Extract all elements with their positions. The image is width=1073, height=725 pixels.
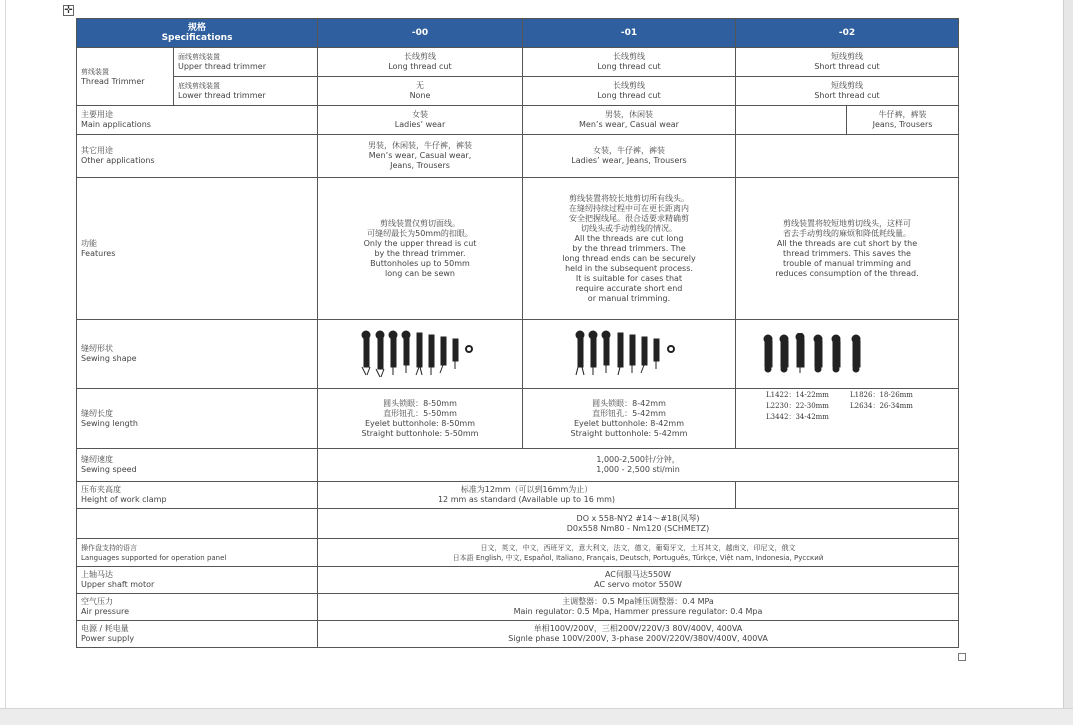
cell-text: Only the upper thread is cut	[363, 238, 477, 248]
cell-text: L1826：18-26mm	[850, 391, 913, 399]
cell-text	[850, 412, 934, 423]
cell-text: DO x 558-NY2 #14～#18(风琴)	[576, 513, 700, 523]
length-row	[766, 401, 954, 412]
air-pressure-label	[77, 594, 318, 621]
row-label-zh: 缝纫形状	[81, 344, 113, 353]
row-label-zh: 其它用途	[81, 146, 113, 155]
row-sublabel-en: Upper thread trimmer	[178, 62, 266, 71]
row-sublabel-zh: 底线剪线装置	[178, 82, 220, 90]
cell-text: All the threads are cut long	[574, 233, 684, 243]
sewing-length-02-grid	[740, 390, 954, 423]
header-spec-zh: 规格	[187, 23, 206, 33]
cell-text: Jeans, Trousers	[872, 120, 933, 129]
table-header-row	[77, 19, 959, 48]
cell-text: 省去手动剪线的麻烦和降低耗线量。	[783, 228, 911, 238]
length-row	[766, 390, 954, 401]
power-supply-label	[77, 621, 318, 648]
row-label-zh: 主要用途	[81, 110, 113, 119]
table-row	[77, 77, 959, 106]
row-label-zh: 电源 / 耗电量	[81, 624, 129, 633]
power-supply-value	[318, 621, 959, 648]
lower-trimmer-01	[523, 77, 736, 106]
air-pressure-value	[318, 594, 959, 621]
cell-text: Men’s wear, Casual wear,	[368, 151, 472, 160]
cell-text: L2230：22-30mm	[766, 402, 829, 410]
row-label-zh: 缝纫速度	[81, 455, 113, 464]
main-applications-02-empty	[736, 106, 847, 135]
cell-text: 剪线装置仅剪切面线。	[380, 218, 460, 228]
sewing-length-01	[523, 389, 736, 449]
cell-text: Main regulator: 0.5 Mpa, Hammer pressure regulator: 0.4 Mpa	[513, 607, 763, 616]
languages-value	[318, 539, 959, 567]
row-sublabel-en: Lower thread trimmer	[178, 91, 266, 100]
cell-text: Long thread cut	[388, 62, 452, 71]
cell-text: 直形钮孔：5-50mm	[383, 408, 457, 418]
cell-text: All the threads are cut short by the	[776, 238, 918, 248]
lower-trimmer-00	[318, 77, 523, 106]
row-label-zh: 功能	[81, 238, 97, 248]
sewing-shape-02-illustration	[762, 333, 872, 375]
upper-trimmer-02	[736, 48, 959, 77]
row-label-zh: 空气压力	[81, 597, 113, 606]
row-sublabel-zh: 面线剪线装置	[178, 53, 220, 61]
cell-text: None	[409, 91, 431, 100]
header-spec-cell	[77, 19, 318, 48]
work-clamp-label	[77, 482, 318, 509]
table-row	[77, 449, 959, 482]
cell-text: 直形钮孔：5-42mm	[592, 408, 666, 418]
sewing-shape-00-wrap	[322, 322, 518, 386]
header-col-01: -01	[523, 19, 736, 48]
cell-text: Straight buttonhole: 5-42mm	[570, 428, 688, 438]
other-applications-01	[523, 135, 736, 178]
table-row	[77, 48, 959, 77]
languages-label	[77, 539, 318, 567]
upper-trimmer-00	[318, 48, 523, 77]
sewing-speed-label	[77, 449, 318, 482]
cell-text: 切线头或手动剪线的情况。	[581, 223, 677, 233]
sewing-shape-02-wrap	[740, 322, 954, 386]
cell-text: by the thread trimmer.	[374, 248, 466, 258]
sewing-shape-01-illustration	[574, 329, 684, 379]
cell-text: AC伺服马达550W	[604, 570, 672, 579]
cell-text: Signle phase 100V/200V, 3-phase 200V/220V/380V/400V, 400VA	[508, 634, 768, 643]
cell-text: 安全把握线尾。很合适要求精确剪	[569, 213, 689, 223]
row-label-en: Thread Trimmer	[81, 76, 145, 86]
page-left-edge	[5, 0, 6, 708]
table-row	[77, 539, 959, 567]
motor-label	[77, 567, 318, 594]
main-applications-02	[847, 106, 959, 135]
work-clamp-value	[318, 482, 736, 509]
cell-text: Short thread cut	[814, 62, 880, 71]
features-label	[77, 178, 318, 320]
cell-text: L3442：34-42mm	[766, 413, 829, 421]
cell-text: 圆头锁眼：8-42mm	[592, 398, 666, 408]
specifications-table	[76, 18, 959, 648]
table-row	[77, 482, 959, 509]
cell-text: Ladies’ wear, Jeans, Trousers	[571, 156, 687, 165]
cell-text: 短线剪线	[831, 81, 863, 90]
horizontal-scrollbar[interactable]	[0, 708, 1073, 725]
header-col-00: -00	[318, 19, 523, 48]
cell-text: 长线剪线	[613, 81, 645, 90]
lower-trimmer-02	[736, 77, 959, 106]
table-row	[77, 567, 959, 594]
upper-thread-trimmer-label	[174, 48, 318, 77]
features-00	[318, 178, 523, 320]
row-label-en: Sewing speed	[81, 465, 137, 474]
cell-text: require accurate short end	[575, 283, 683, 293]
row-label-zh: 缝纫长度	[81, 408, 113, 418]
other-applications-00	[318, 135, 523, 178]
sewing-length-label	[77, 389, 318, 449]
cell-text: held in the subsequent process.	[565, 263, 693, 273]
sewing-length-02	[736, 389, 959, 449]
sewing-length-00	[318, 389, 523, 449]
cell-text: long thread ends can be securely	[562, 253, 696, 263]
cell-text: 牛仔裤，裤装	[878, 110, 927, 119]
cell-text: L2634：26-34mm	[850, 402, 913, 410]
cell-text: Long thread cut	[597, 62, 661, 71]
cell-text: thread trimmers. This saves the	[783, 248, 911, 258]
main-applications-00	[318, 106, 523, 135]
cell-text: L1422：14-22mm	[766, 391, 829, 399]
cell-text: 无	[416, 81, 424, 90]
motor-value	[318, 567, 959, 594]
thread-trimmer-label	[77, 48, 174, 106]
cell-text: Short thread cut	[814, 91, 880, 100]
cell-text: 主调整器：0.5 Mpa锤压调整器：0.4 MPa	[562, 597, 714, 606]
features-01	[523, 178, 736, 320]
cell-text: or manual trimming.	[587, 293, 671, 303]
sewing-shape-01	[523, 320, 736, 389]
cell-text: trouble of manual trimming and	[783, 258, 911, 268]
features-02	[736, 178, 959, 320]
vertical-scrollbar[interactable]	[1063, 0, 1073, 724]
table-row	[77, 106, 959, 135]
sewing-shape-label	[77, 320, 318, 389]
cell-text: It is suitable for cases that	[575, 273, 683, 283]
cell-text: 长线剪线	[613, 52, 645, 61]
length-row	[766, 412, 954, 423]
cell-text: 长线剪线	[404, 52, 436, 61]
cell-text: 圆头锁眼：8-50mm	[383, 398, 457, 408]
cell-text: 1,000 - 2,500 sti/min	[596, 465, 680, 474]
cell-text: Buttonholes up to 50mm	[370, 258, 470, 268]
main-applications-label	[77, 106, 318, 135]
row-label-en: Height of work clamp	[81, 495, 167, 504]
sewing-shape-02	[736, 320, 959, 389]
row-label-en: Power supply	[81, 634, 135, 643]
table-row	[77, 389, 959, 449]
sewing-speed-value	[318, 449, 959, 482]
cell-text: 男装，休闲装，牛仔裤，裤装	[368, 141, 472, 150]
row-label-en: Other applications	[81, 156, 155, 165]
cell-text: Straight buttonhole: 5-50mm	[361, 428, 479, 438]
cell-text: 可缝纫最长为50mm的扣眼。	[367, 228, 473, 238]
sewing-shape-00	[318, 320, 523, 389]
table-row	[77, 320, 959, 389]
cell-text: 剪线装置将较短地剪切线头，这样可	[783, 218, 911, 228]
cell-text: Men’s wear, Casual wear	[579, 120, 679, 129]
table-row	[77, 621, 959, 648]
other-applications-label	[77, 135, 318, 178]
cell-text: 女装	[412, 110, 428, 119]
sewing-shape-01-wrap	[527, 322, 731, 386]
row-label-en: Main applications	[81, 120, 151, 129]
cell-text: 男装，休闲装	[605, 110, 653, 119]
cell-text: Long thread cut	[597, 91, 661, 100]
row-label-zh: 压布夹高度	[81, 485, 121, 494]
main-applications-01	[523, 106, 736, 135]
header-col-02: -02	[736, 19, 959, 48]
cell-text: by the thread trimmers. The	[572, 243, 686, 253]
table-row	[77, 594, 959, 621]
work-clamp-02-empty	[736, 482, 959, 509]
cell-text: Jeans, Trousers	[390, 161, 450, 170]
table-row	[77, 135, 959, 178]
row-label-en: Sewing shape	[81, 354, 137, 363]
row-label-en: Languages supported for operation panel	[81, 553, 227, 562]
cell-text: 12 mm as standard (Available up to 16 mm)	[437, 495, 616, 504]
cell-text: 剪线装置将较长地剪切所有线头。	[569, 193, 689, 203]
cell-text: long can be sewn	[385, 268, 455, 278]
cell-text: 在缝纫持续过程中可在更长距离内	[569, 203, 689, 213]
cell-text: 日文，英文，中文，西班牙文，意大利文，法文，德文，葡萄牙文，土耳其文，越南文，印尼文，俄文	[480, 543, 796, 552]
cell-text: 短线剪线	[831, 52, 863, 61]
cell-text: 日本語 English, 中文, Español, Italiano, Français, Deutsch, Português, Türkçe, Việt nam, Indonesia, Русский	[452, 553, 824, 562]
cell-text: Eyelet buttonhole: 8-50mm	[364, 418, 475, 428]
row-label-en: Air pressure	[81, 607, 130, 616]
needle-value	[318, 509, 959, 539]
cell-text: Ladies’ wear	[394, 120, 446, 129]
row-label-zh: 操作盘支持的语言	[81, 543, 137, 552]
table-move-handle-icon[interactable]: ✛	[64, 5, 73, 16]
row-label-en: Sewing length	[81, 418, 138, 428]
sewing-shape-00-illustration	[360, 329, 480, 379]
cell-text: Eyelet buttonhole: 8-42mm	[573, 418, 684, 428]
needle-label-empty	[77, 509, 318, 539]
other-applications-02-empty	[736, 135, 959, 178]
cell-text: 标准为12mm（可以到16mm为止）	[460, 485, 593, 494]
cell-text: AC servo motor 550W	[594, 580, 682, 589]
row-label-en: Features	[81, 248, 116, 258]
cell-text: 女装，牛仔裤，裤装	[593, 146, 665, 155]
table-row	[77, 178, 959, 320]
row-label-zh: 上轴马达	[81, 570, 113, 579]
lower-thread-trimmer-label	[174, 77, 318, 106]
cell-text: D0x558 Nm80 - Nm120 (SCHMETZ)	[566, 523, 710, 533]
cell-text: 1,000-2,500针/分钟，	[596, 455, 680, 464]
cell-text: 单相100V/200V，三相200V/220V/3 80V/400V, 400VA	[533, 624, 743, 633]
table-row	[77, 509, 959, 539]
header-spec-en: Specifications	[161, 33, 233, 43]
cell-text: reduces consumption of the thread.	[775, 268, 919, 278]
upper-trimmer-01	[523, 48, 736, 77]
table-resize-handle-icon[interactable]	[958, 653, 966, 661]
row-label-zh: 剪线装置	[81, 67, 109, 76]
row-label-en: Upper shaft motor	[81, 580, 155, 589]
